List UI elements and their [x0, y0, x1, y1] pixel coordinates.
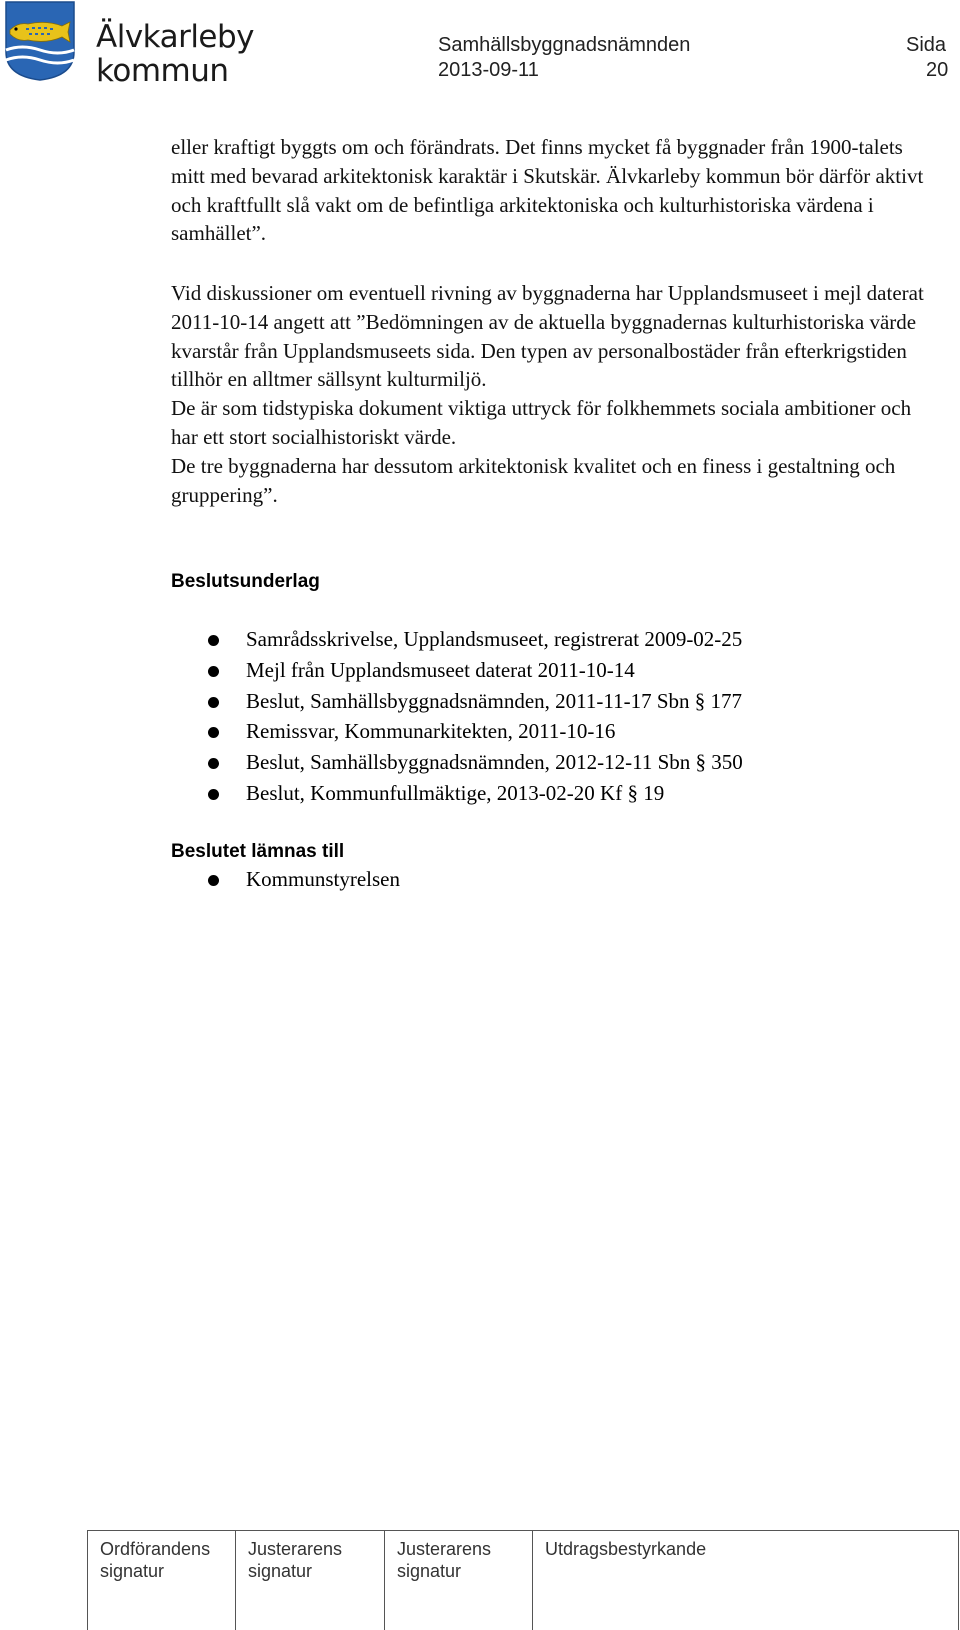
page-header	[0, 0, 960, 90]
list-item	[171, 864, 400, 895]
body-paragraph-1	[171, 133, 941, 248]
list-item-text: Kommunstyrelsen	[246, 867, 400, 891]
bullet-icon	[208, 758, 219, 769]
list-item	[171, 624, 743, 655]
list-item	[171, 747, 743, 778]
beslutet-recipient-list	[171, 864, 400, 895]
footer-cell-ordforandens	[87, 1531, 235, 1630]
list-item-text: Beslut, Samhällsbyggnadsnämnden, 2012-12-11 Sbn § 350	[246, 750, 743, 775]
footer-cell-label: Ordförandens	[100, 1539, 211, 1559]
signature-footer	[87, 1530, 959, 1630]
meeting-date: 2013-09-11	[438, 59, 539, 81]
footer-cell-utdragsbestyrkande	[532, 1531, 959, 1630]
footer-cell-justerarens-2	[384, 1531, 532, 1630]
bullet-icon	[208, 789, 219, 800]
list-item-text: Beslut, Kommunfullmäktige, 2013-02-20 Kf § 19	[246, 780, 665, 805]
list-item-text: Mejl från Upplandsmuseet daterat 2011-10-14	[246, 657, 635, 682]
bullet-icon	[208, 635, 219, 646]
logo-line-2: kommun	[96, 53, 229, 89]
bullet-icon	[208, 727, 219, 738]
list-item	[171, 686, 743, 717]
footer-cell-sublabel: signatur	[100, 1561, 165, 1581]
list-item	[171, 778, 743, 809]
bullet-icon	[208, 875, 219, 886]
bullet-icon	[208, 697, 219, 708]
paragraph-text: eller kraftigt byggts om och förändrats. Det finns mycket få byggnader från 1900-talets mitt med bevarad arkitektonisk karaktär i Skutskär. Älvkarleby kommun bör därför aktivt och kraftfullt slå vakt om de befintliga arkitektoniska och kulturhistoriska värdena i samhället”.	[171, 135, 924, 246]
section-heading-beslutet-lamnas-till: Beslutet lämnas till	[171, 841, 345, 862]
paragraph-text: De är som tidstypiska dokument viktiga uttryck för folkhemmets sociala ambitioner och har ett stort socialhistoriskt värde.	[171, 396, 912, 449]
list-item-text: Remissvar, Kommunarkitekten, 2011-10-16	[246, 719, 616, 744]
footer-cell-label: Justerarens	[397, 1539, 492, 1559]
footer-cell-label: Justerarens	[248, 1539, 343, 1559]
footer-cell-sublabel: signatur	[397, 1561, 462, 1581]
section-heading-beslutsunderlag: Beslutsunderlag	[171, 571, 320, 592]
coat-of-arms-icon	[4, 0, 76, 82]
page-number: 20	[926, 59, 949, 81]
list-item-text: Beslut, Samhällsbyggnadsnämnden, 2011-11-17 Sbn § 177	[246, 688, 742, 713]
paragraph-text: De tre byggnaderna har dessutom arkitektonisk kvalitet och en finess i gestaltning och gruppering”.	[171, 453, 896, 507]
list-item	[171, 655, 743, 686]
footer-cell-label: Utdragsbestyrkande	[545, 1539, 707, 1559]
footer-cell-justerarens-1	[235, 1531, 384, 1630]
body-paragraph-2	[171, 279, 941, 509]
municipality-logotype	[96, 20, 254, 88]
bullet-icon	[208, 666, 219, 677]
committee-name: Samhällsbyggnadsnämnden	[438, 34, 691, 56]
footer-cell-sublabel: signatur	[248, 1561, 313, 1581]
list-item	[171, 716, 743, 747]
logo-line-1: Älvkarleby	[96, 19, 255, 55]
paragraph-text: Vid diskussioner om eventuell rivning av byggnaderna har Upplandsmuseet i mejl daterat 2011-10-14 angett att ”Bedömningen av de aktuella byggnadernas kulturhistoriska värde kvarstår från Upplandsmuseets sida. Den typen av personalbostäder från efterkrigstiden tillhör en alltmer sällsynt kulturmiljö.	[171, 281, 924, 392]
page-label: Sida	[906, 34, 947, 56]
list-item-text: Samrådsskrivelse, Upplandsmuseet, registrerat 2009-02-25	[246, 627, 743, 651]
beslutsunderlag-list	[171, 624, 743, 809]
